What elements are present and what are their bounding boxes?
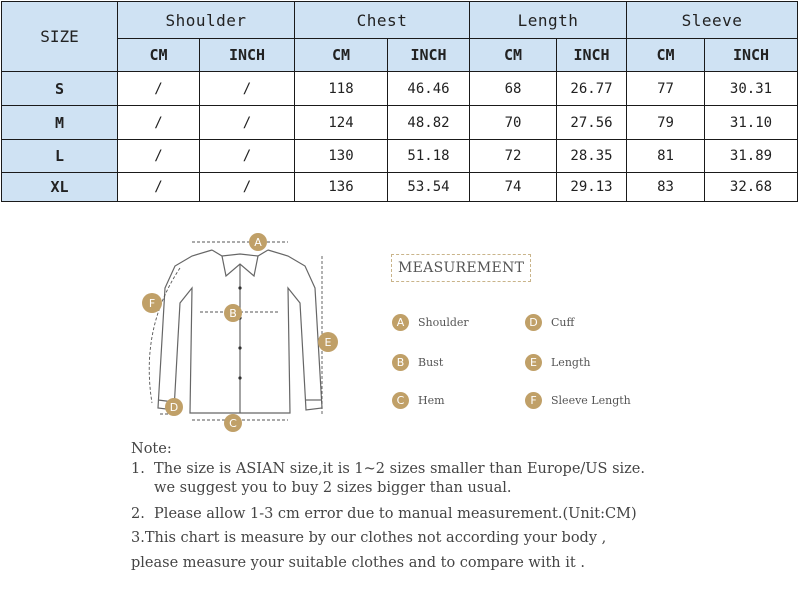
shirt-outline-icon xyxy=(158,250,322,413)
table-row xyxy=(2,173,798,202)
table-cell: 68 xyxy=(470,72,557,106)
legend-item xyxy=(392,392,445,409)
legend-label: Sleeve Length xyxy=(551,394,631,407)
chest-header: Chest xyxy=(295,2,470,39)
table-cell: 27.56 xyxy=(557,106,627,140)
legend-badge-icon: E xyxy=(525,354,542,371)
unit-cm: CM xyxy=(470,39,557,72)
note-3: 3.This chart is measure by our clothes not according your body , xyxy=(131,530,607,546)
table-cell: / xyxy=(200,106,295,140)
table-cell: / xyxy=(118,106,200,140)
table-cell: 28.35 xyxy=(557,140,627,173)
table-cell: / xyxy=(118,72,200,106)
notes-heading: Note: xyxy=(131,441,172,457)
size-label: L xyxy=(2,140,118,173)
note-1: 1. The size is ASIAN size,it is 1~2 sizes smaller than Europe/US size. xyxy=(131,461,645,477)
unit-cm: CM xyxy=(627,39,705,72)
legend-item xyxy=(525,392,631,409)
legend-label: Length xyxy=(551,356,591,369)
marker-a: A xyxy=(254,236,262,249)
table-cell: 26.77 xyxy=(557,72,627,106)
note-2: 2. Please allow 1-3 cm error due to manual measurement.(Unit:CM) xyxy=(131,506,637,522)
table-cell: 53.54 xyxy=(388,173,470,202)
table-row xyxy=(2,140,798,173)
legend-label: Cuff xyxy=(551,316,575,329)
unit-inch: INCH xyxy=(388,39,470,72)
table-cell: 74 xyxy=(470,173,557,202)
table-cell: / xyxy=(200,72,295,106)
legend-item xyxy=(525,354,590,371)
marker-e: E xyxy=(324,336,332,349)
table-cell: 72 xyxy=(470,140,557,173)
table-cell: 124 xyxy=(295,106,388,140)
table-cell: 48.82 xyxy=(388,106,470,140)
unit-inch: INCH xyxy=(705,39,798,72)
legend-badge-icon: C xyxy=(392,392,409,409)
note-4: please measure your suitable clothes and to compare with it . xyxy=(131,555,585,571)
marker-b: B xyxy=(229,307,237,320)
marker-f: F xyxy=(148,297,156,310)
table-cell: 77 xyxy=(627,72,705,106)
table-cell: 81 xyxy=(627,140,705,173)
table-cell: 30.31 xyxy=(705,72,798,106)
unit-inch: INCH xyxy=(557,39,627,72)
table-cell: / xyxy=(118,140,200,173)
table-cell: 83 xyxy=(627,173,705,202)
table-cell: / xyxy=(118,173,200,202)
note-1b: we suggest you to buy 2 sizes bigger than usual. xyxy=(131,480,512,496)
table-cell: 79 xyxy=(627,106,705,140)
legend-badge-icon: D xyxy=(525,314,542,331)
legend-item xyxy=(392,354,443,371)
marker-d: D xyxy=(169,401,179,414)
legend-badge-icon: A xyxy=(392,314,409,331)
table-row xyxy=(2,72,798,106)
table-cell: 136 xyxy=(295,173,388,202)
table-cell: 51.18 xyxy=(388,140,470,173)
table-cell: / xyxy=(200,140,295,173)
size-label: XL xyxy=(2,173,118,202)
notes xyxy=(131,441,771,577)
table-cell: 32.68 xyxy=(705,173,798,202)
legend-label: Shoulder xyxy=(418,316,469,329)
shoulder-header: Shoulder xyxy=(118,2,295,39)
table-cell: / xyxy=(200,173,295,202)
table-row xyxy=(2,106,798,140)
legend-item xyxy=(525,314,574,331)
table-cell: 118 xyxy=(295,72,388,106)
table-cell: 29.13 xyxy=(557,173,627,202)
table-cell: 31.10 xyxy=(705,106,798,140)
size-header: SIZE xyxy=(2,2,118,72)
length-header: Length xyxy=(470,2,627,39)
legend-badge-icon: F xyxy=(525,392,542,409)
unit-inch: INCH xyxy=(200,39,295,72)
size-label: S xyxy=(2,72,118,106)
legend-label: Bust xyxy=(418,356,444,369)
sleeve-header: Sleeve xyxy=(627,2,798,39)
table-cell: 31.89 xyxy=(705,140,798,173)
table-cell: 130 xyxy=(295,140,388,173)
measurement-legend-title: MEASUREMENT xyxy=(391,254,531,282)
size-chart-table xyxy=(1,1,798,202)
table-cell: 70 xyxy=(470,106,557,140)
table-cell: 46.46 xyxy=(388,72,470,106)
size-label: M xyxy=(2,106,118,140)
legend-item xyxy=(392,314,469,331)
legend-badge-icon: B xyxy=(392,354,409,371)
marker-c: C xyxy=(229,417,237,430)
legend-label: Hem xyxy=(418,394,445,407)
shirt-diagram xyxy=(130,228,360,438)
unit-cm: CM xyxy=(295,39,388,72)
unit-cm: CM xyxy=(118,39,200,72)
